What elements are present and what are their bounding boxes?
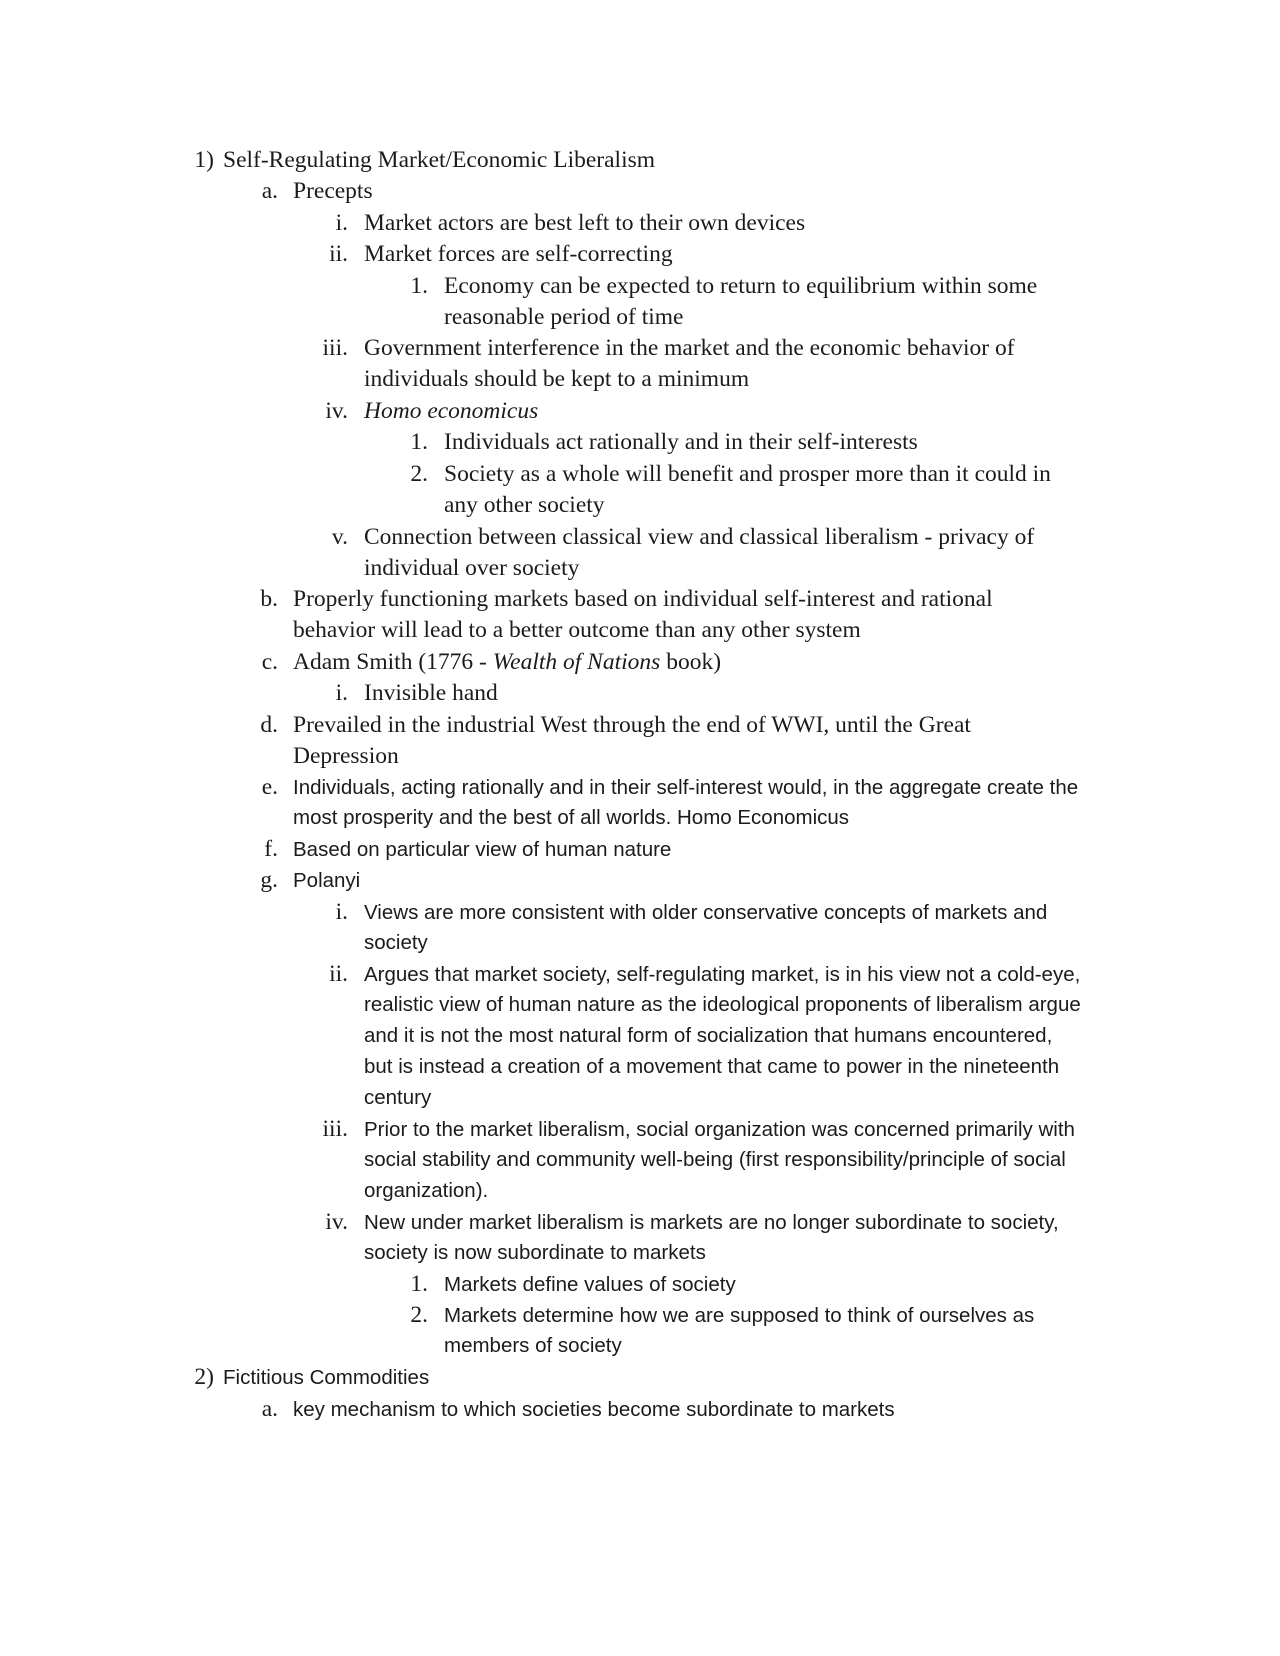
item-text-part: Adam Smith (1776 - bbox=[293, 649, 493, 675]
outline-item-1a-iv-2 bbox=[392, 461, 1051, 488]
list-marker: e. bbox=[261, 774, 278, 800]
item-text-line: Depression bbox=[293, 743, 399, 769]
list-marker: f. bbox=[264, 836, 278, 862]
outline-item-1a-iv bbox=[298, 398, 539, 425]
item-text-line: Economy can be expected to return to equilibrium within some bbox=[444, 273, 1038, 299]
outline-item-1e bbox=[250, 774, 1079, 801]
list-marker: 1) bbox=[194, 147, 214, 173]
outline-item-1c bbox=[250, 649, 722, 676]
list-marker: i. bbox=[335, 210, 348, 236]
item-text-line: Properly functioning markets based on individual self-interest and rational bbox=[293, 586, 993, 612]
item-text-line: society is now subordinate to markets bbox=[364, 1241, 706, 1264]
list-marker: iii. bbox=[322, 335, 348, 361]
outline-item-2a bbox=[250, 1396, 895, 1423]
item-text-line: Society as a whole will benefit and prosper more than it could in bbox=[444, 461, 1051, 487]
item-text-line: Markets determine how we are supposed to think of ourselves as bbox=[444, 1304, 1035, 1327]
item-text-line: Government interference in the market and the economic behavior of bbox=[364, 335, 1015, 361]
outline-item-2 bbox=[180, 1364, 430, 1391]
item-text-line: but is instead a creation of a movement that came to power in the nineteenth bbox=[364, 1055, 1060, 1078]
item-text-line: Prior to the market liberalism, social organization was concerned primarily with bbox=[364, 1118, 1075, 1141]
item-text: Markets define values of society bbox=[444, 1273, 736, 1296]
list-marker: a. bbox=[261, 178, 278, 204]
list-marker: 2. bbox=[410, 1302, 428, 1328]
outline-item-1f bbox=[250, 836, 672, 863]
list-marker: ii. bbox=[329, 961, 348, 987]
outline-item-1g-iii bbox=[298, 1116, 1075, 1143]
outline-item-1a-i bbox=[298, 210, 806, 237]
outline-item-1g-i bbox=[298, 899, 1048, 926]
outline-item-1g bbox=[250, 867, 361, 894]
item-text: Invisible hand bbox=[364, 680, 498, 706]
outline-item-1g-iv-2 bbox=[392, 1302, 1035, 1329]
outline-item-1a-v bbox=[298, 524, 1035, 551]
list-marker: ii. bbox=[329, 241, 348, 267]
item-text-line: Prevailed in the industrial West through the end of WWI, until the Great bbox=[293, 712, 971, 738]
outline-item-1a-ii-1 bbox=[392, 273, 1038, 300]
item-text-line: Connection between classical view and classical liberalism - privacy of bbox=[364, 524, 1035, 550]
item-text-line: most prosperity and the best of all worlds. Homo Economicus bbox=[293, 806, 850, 829]
list-marker: 2) bbox=[194, 1364, 214, 1390]
item-text-line: organization). bbox=[364, 1179, 489, 1202]
list-marker: 1. bbox=[410, 1271, 428, 1297]
list-marker: 1. bbox=[410, 429, 428, 455]
list-marker: iv. bbox=[325, 398, 348, 424]
item-text: Market forces are self-correcting bbox=[364, 241, 673, 267]
item-text-line: society bbox=[364, 931, 428, 954]
item-text: Homo economicus bbox=[364, 398, 539, 424]
item-text-line: New under market liberalism is markets are no longer subordinate to society, bbox=[364, 1211, 1059, 1234]
outline-item-1g-iv bbox=[298, 1209, 1059, 1236]
item-text-line: Argues that market society, self-regulating market, is in his view not a cold-eye, bbox=[364, 963, 1081, 986]
list-marker: i. bbox=[335, 680, 348, 706]
item-text-line: reasonable period of time bbox=[444, 304, 684, 330]
item-text: Fictitious Commodities bbox=[223, 1366, 430, 1389]
list-marker: d. bbox=[260, 712, 278, 738]
outline-item-1b bbox=[250, 586, 993, 613]
outline-item-1g-iv-1 bbox=[392, 1271, 736, 1298]
list-marker: i. bbox=[335, 899, 348, 925]
outline-item-1g-ii bbox=[298, 961, 1081, 988]
outline-item-1c-i bbox=[298, 680, 498, 707]
item-text: Self-Regulating Market/Economic Liberalism bbox=[223, 147, 656, 173]
list-marker: c. bbox=[261, 649, 278, 675]
item-text-part: book) bbox=[660, 649, 722, 675]
item-text-line: individuals should be kept to a minimum bbox=[364, 366, 750, 392]
list-marker: 1. bbox=[410, 273, 428, 299]
outline-item-1a-iii bbox=[298, 335, 1015, 362]
item-text: Individuals act rationally and in their self-interests bbox=[444, 429, 918, 455]
item-text-line: Individuals, acting rationally and in their self-interest would, in the aggregate create the bbox=[293, 776, 1079, 799]
outline-item-1 bbox=[180, 147, 656, 174]
item-text bbox=[293, 649, 721, 676]
item-text: Market actors are best left to their own devices bbox=[364, 210, 806, 236]
outline-item-1a-iv-1 bbox=[392, 429, 918, 456]
item-text-line: realistic view of human nature as the ideological proponents of liberalism argue bbox=[364, 993, 1081, 1016]
list-marker: b. bbox=[260, 586, 278, 612]
item-text-line: Views are more consistent with older conservative concepts of markets and bbox=[364, 901, 1048, 924]
book-title: Wealth of Nations bbox=[492, 649, 661, 675]
list-marker: iv. bbox=[325, 1209, 348, 1235]
item-text-line: and it is not the most natural form of socialization that humans encountered, bbox=[364, 1024, 1053, 1047]
item-text: key mechanism to which societies become subordinate to markets bbox=[293, 1398, 895, 1421]
list-marker: a. bbox=[261, 1396, 278, 1422]
outline-item-1a bbox=[250, 178, 373, 205]
outline-item-1a-ii bbox=[298, 241, 673, 268]
item-text-line: members of society bbox=[444, 1334, 622, 1357]
item-text-line: any other society bbox=[444, 492, 605, 518]
item-text-line: behavior will lead to a better outcome than any other system bbox=[293, 617, 861, 643]
item-text: Precepts bbox=[293, 178, 373, 204]
list-marker: v. bbox=[331, 524, 348, 550]
item-text-line: social stability and community well-being (first responsibility/principle of social bbox=[364, 1148, 1066, 1171]
item-text: Based on particular view of human nature bbox=[293, 838, 672, 861]
list-marker: iii. bbox=[322, 1116, 348, 1142]
outline-item-1d bbox=[250, 712, 971, 739]
item-text-line: individual over society bbox=[364, 555, 580, 581]
list-marker: g. bbox=[260, 867, 278, 893]
item-text-line: century bbox=[364, 1086, 432, 1109]
item-text: Polanyi bbox=[293, 869, 361, 892]
list-marker: 2. bbox=[410, 461, 428, 487]
